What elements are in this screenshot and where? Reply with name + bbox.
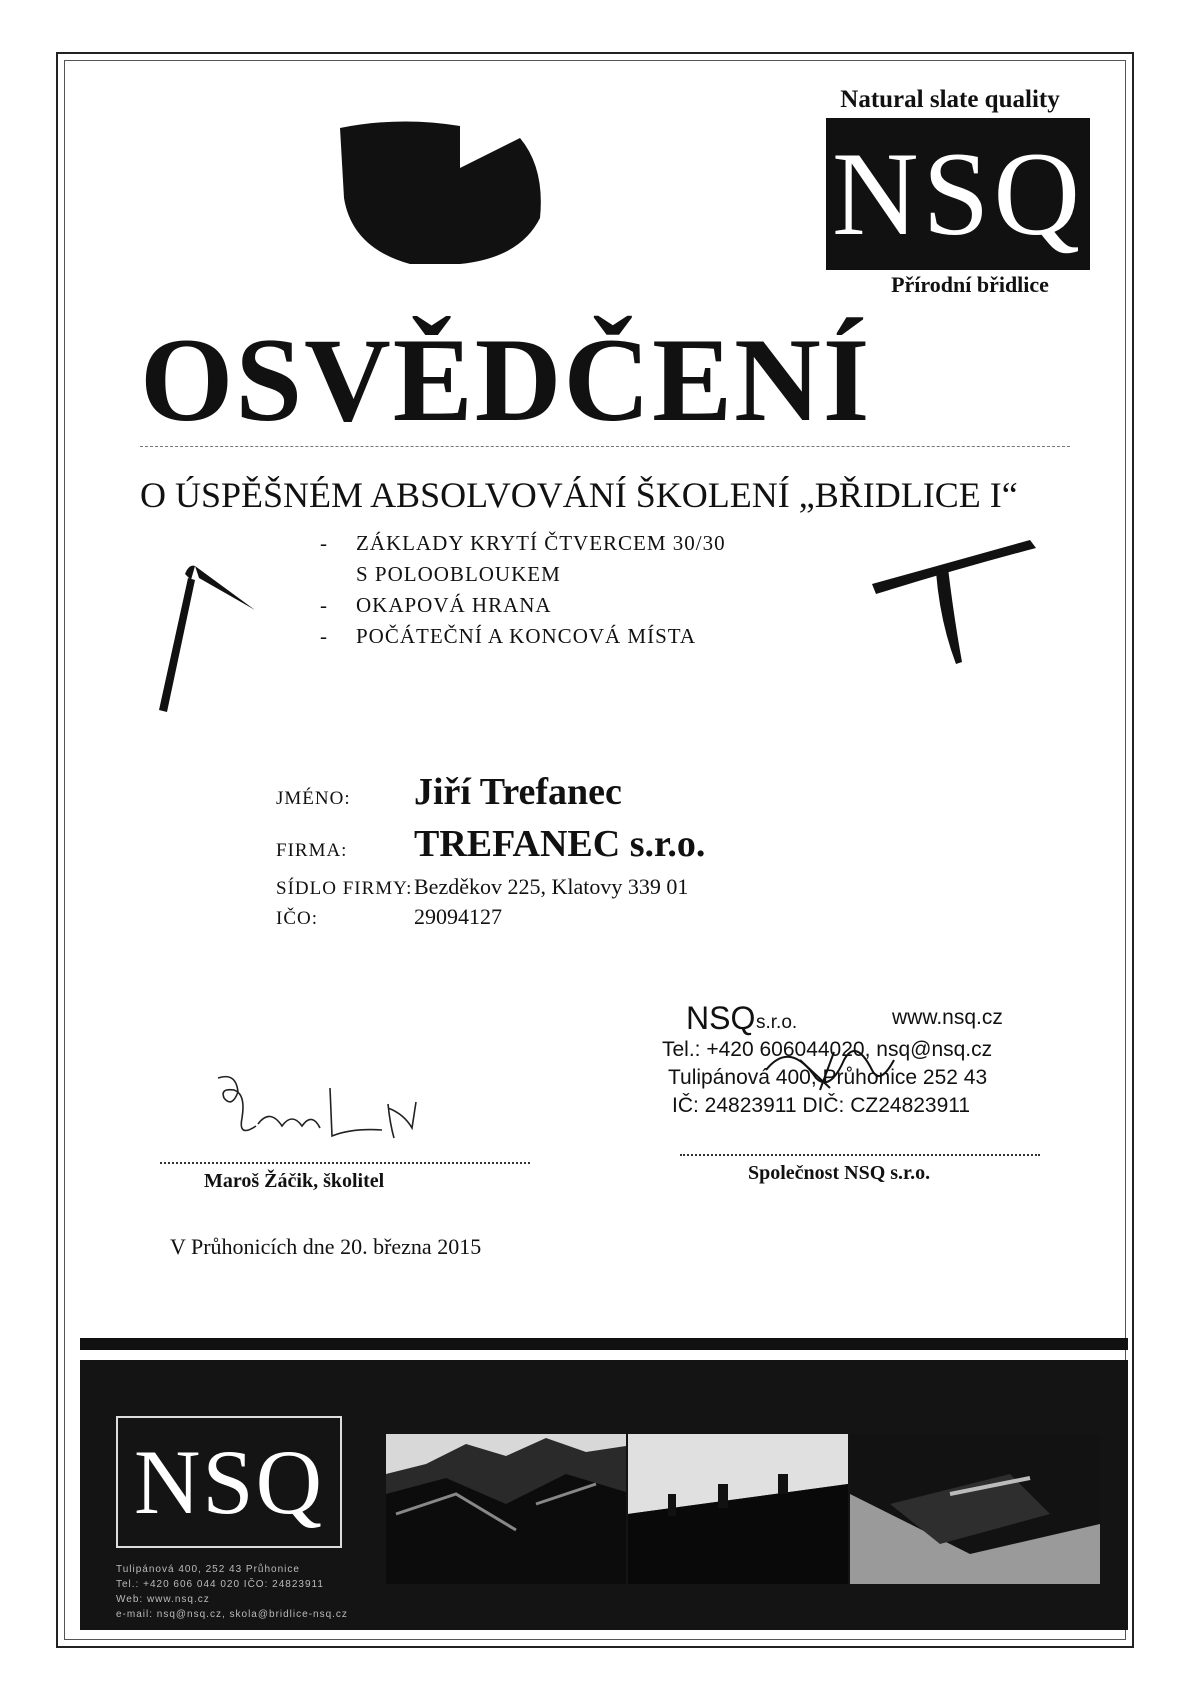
topic-list (320, 528, 726, 652)
company-signature (760, 1030, 900, 1100)
stamp-web: www.nsq.cz (892, 1006, 1003, 1029)
nsq-logo: NSQ (826, 118, 1090, 270)
footer-line: e-mail: nsq@nsq.cz, skola@bridlice-nsq.cz (116, 1609, 348, 1620)
trainer-signature-line (160, 1162, 530, 1164)
title-divider (140, 446, 1070, 447)
topic-item (320, 590, 726, 621)
roof-photo-3 (850, 1434, 1100, 1584)
footer-contact (116, 1562, 348, 1622)
date-line: V Průhonicích dne 20. března 2015 (170, 1234, 482, 1259)
topic-dash: - (320, 531, 328, 555)
stamp-address: Tulipánová 400, Průhonice 252 43 (668, 1066, 988, 1089)
topic-item (320, 559, 726, 590)
topic-dash: - (320, 624, 328, 648)
certificate-title: OSVĚDČENÍ (140, 313, 872, 446)
company-label: FIRMA: (276, 840, 348, 861)
trainer-signature (212, 1068, 432, 1158)
footer-line: Tel.: +420 606 044 020 IČO: 24823911 (116, 1579, 324, 1590)
topic-text: OKAPOVÁ HRANA (356, 593, 552, 617)
stamp-phone: Tel.: +420 606044020, nsq@nsq.cz (662, 1038, 993, 1061)
topic-item (320, 621, 726, 652)
footer-banner (80, 1360, 1128, 1630)
stamp-brand: NSQ (686, 1000, 756, 1036)
address-value: Bezděkov 225, Klatovy 339 01 (414, 874, 689, 899)
address-label: SÍDLO FIRMY: (276, 878, 413, 899)
name-value: Jiří Trefanec (414, 771, 622, 813)
roof-photo-2 (628, 1434, 848, 1584)
topic-dash: - (320, 593, 328, 617)
slate-anvil-icon (870, 538, 1040, 668)
topic-text: POČÁTEČNÍ A KONCOVÁ MÍSTA (356, 624, 697, 648)
ico-label: IČO: (276, 908, 318, 929)
footer-line: Web: www.nsq.cz (116, 1594, 210, 1605)
topic-text: S POLOOBLOUKEM (356, 562, 561, 586)
topic-item (320, 528, 726, 559)
name-label: JMÉNO: (276, 788, 351, 809)
footer-line: Tulipánová 400, 252 43 Průhonice (116, 1564, 300, 1575)
stamp-ids: IČ: 24823911 DIČ: CZ24823911 (672, 1094, 971, 1117)
footer-divider (80, 1338, 1128, 1350)
company-caption: Společnost NSQ s.r.o. (748, 1162, 931, 1184)
company-value: TREFANEC s.r.o. (414, 823, 706, 865)
trainer-caption: Maroš Žáčik, školitel (204, 1170, 385, 1192)
topic-text: ZÁKLADY KRYTÍ ČTVERCEM 30/30 (356, 531, 726, 555)
roof-photo-1 (386, 1434, 626, 1584)
nsq-caption-bottom: Přírodní břidlice (891, 272, 1049, 297)
company-signature-line (680, 1154, 1040, 1156)
nsq-caption-top: Natural slate quality (840, 86, 1060, 113)
slate-emblem-icon (340, 118, 560, 268)
certificate-subtitle: O ÚSPĚŠNÉM ABSOLVOVÁNÍ ŠKOLENÍ „BŘIDLICE I“ (140, 475, 1018, 515)
stamp-brand-suffix: s.r.o. (756, 1012, 798, 1033)
slate-hammer-icon (155, 560, 265, 720)
footer-nsq-logo: NSQ (116, 1416, 342, 1548)
ico-value: 29094127 (414, 904, 502, 929)
